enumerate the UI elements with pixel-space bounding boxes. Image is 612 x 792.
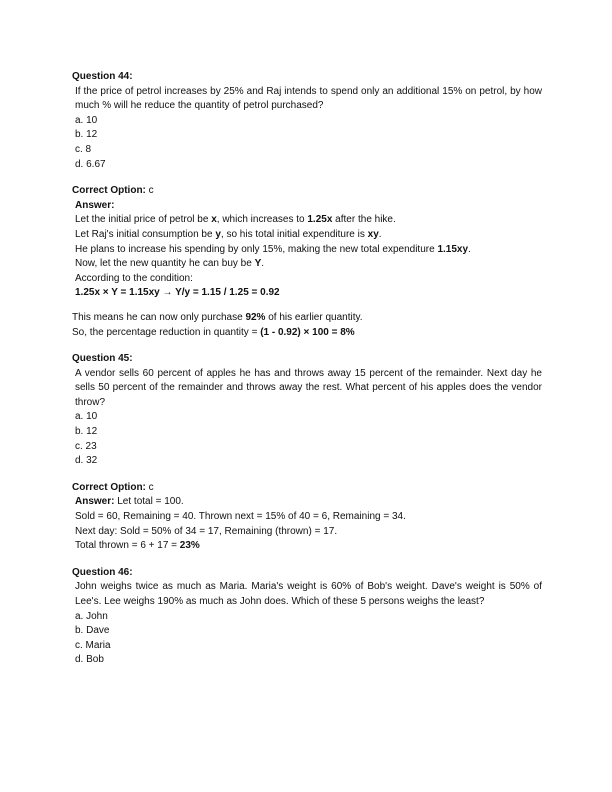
answer-intro: Answer: Let total = 100. xyxy=(75,496,184,508)
correct-option-value: c xyxy=(145,481,154,493)
answer-line: This means he can now only purchase 92% of his earlier quantity. xyxy=(72,311,363,323)
option-b: b. Dave xyxy=(75,625,110,637)
answer-line: Sold = 60, Remaining = 40. Thrown next = 15% of 40 = 6, Remaining = 34. xyxy=(75,511,406,523)
question-heading: Question 44: xyxy=(72,71,133,82)
option-a: a. 10 xyxy=(75,114,98,126)
answer-label: Answer: xyxy=(75,199,115,211)
option-b: b. 12 xyxy=(75,129,98,141)
question-45 xyxy=(72,352,542,554)
document-page xyxy=(72,70,542,668)
option-d: d. Bob xyxy=(75,654,104,666)
question-text: If the price of petrol increases by 25% and Raj intends to spend only an additional 15% on petrol, by how much % will he reduce the quantity of petrol purchased? xyxy=(75,85,542,112)
answer-conclusion: Total thrown = 6 + 17 = 23% xyxy=(75,540,200,552)
option-d: d. 6.67 xyxy=(75,158,106,170)
correct-option-value: c xyxy=(145,185,154,197)
options-list xyxy=(75,410,542,468)
correct-option-label: Correct Option: xyxy=(72,481,146,493)
options-list xyxy=(75,114,542,172)
correct-option xyxy=(72,184,542,199)
option-a: a. 10 xyxy=(75,411,98,423)
option-d: d. 32 xyxy=(75,455,98,467)
answer-conclusion: So, the percentage reduction in quantity = (1 - 0.92) × 100 = 8% xyxy=(72,326,355,338)
correct-option xyxy=(72,481,542,496)
answer-line: Let the initial price of petrol be x, which increases to 1.25x after the hike. xyxy=(75,214,396,226)
question-text: A vendor sells 60 percent of apples he has and throws away 15 percent of the remainder. Next day he sells 50 percent of the remainder and throws away the rest. What percent of his apples does the vendor throw? xyxy=(75,367,542,408)
option-a: a. John xyxy=(75,610,108,622)
option-c: c. 8 xyxy=(75,143,92,155)
option-c: c. Maria xyxy=(75,639,111,651)
answer-line: Now, let the new quantity he can buy be Y. xyxy=(75,258,265,270)
option-b: b. 12 xyxy=(75,426,98,438)
question-46 xyxy=(72,566,542,668)
option-c: c. 23 xyxy=(75,440,97,452)
answer-line: According to the condition: xyxy=(75,272,193,284)
answer-line: He plans to increase his spending by only 15%, making the new total expenditure 1.15xy. xyxy=(75,243,471,255)
question-heading: Question 46: xyxy=(72,566,133,578)
answer-line: Let Raj's initial consumption be y, so his total initial expenditure is xy. xyxy=(75,228,382,240)
question-text: John weighs twice as much as Maria. Maria's weight is 60% of Bob's weight. Dave's weight is 50% of Lee's. Lee weighs 190% as much as John does. Which of these 5 persons weighs the least? xyxy=(75,581,542,607)
answer-line: Next day: Sold = 50% of 34 = 17, Remaining (thrown) = 17. xyxy=(75,525,338,537)
answer-equation: 1.25x × Y = 1.15xy → Y/y = 1.15 / 1.25 = 0.92 xyxy=(75,287,280,299)
question-44 xyxy=(72,70,542,340)
question-heading: Question 45: xyxy=(72,353,133,365)
options-list xyxy=(75,610,542,668)
correct-option-label: Correct Option: xyxy=(72,185,146,197)
